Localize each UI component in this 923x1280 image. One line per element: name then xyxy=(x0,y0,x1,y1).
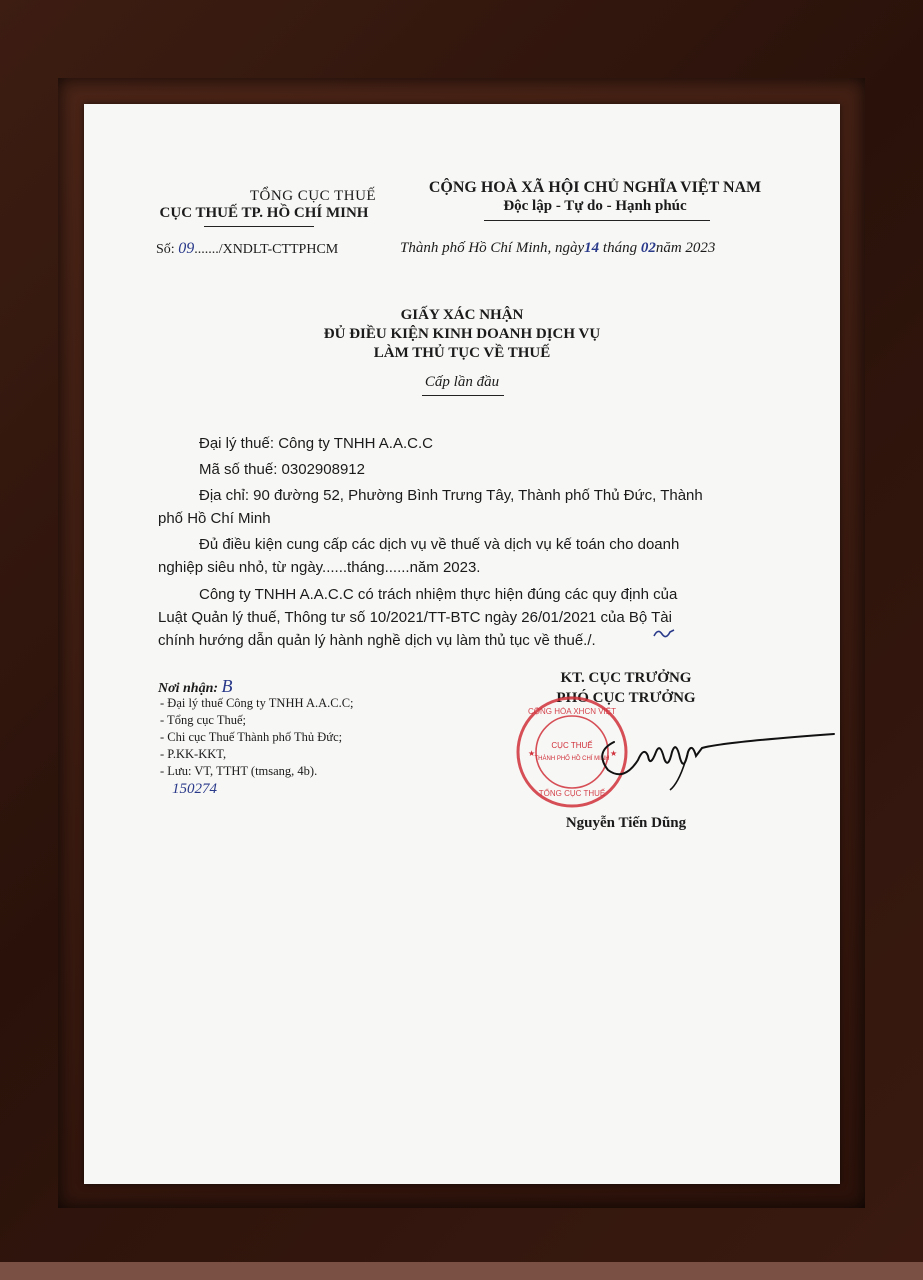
eligibility-line1: Đủ điều kiện cung cấp các dịch vụ về thuế và dịch vụ kế toán cho doanh xyxy=(199,536,680,553)
country-name: CỘNG HOÀ XÃ HỘI CHỦ NGHĨA VIỆT NAM xyxy=(428,179,762,196)
doc-title-line1: GIẤY XÁC NHẬN xyxy=(400,307,524,323)
recipients-handwritten-mark: B xyxy=(221,676,233,696)
doc-title-line3: LÀM THỦ TỤC VỀ THUẾ xyxy=(373,345,551,361)
recipient-item: - Tổng cục Thuế; xyxy=(160,713,246,727)
agency-name: CỤC THUẾ TP. HỒ CHÍ MINH xyxy=(159,205,369,221)
date-part3: năm 2023 xyxy=(655,240,716,256)
signatory-title-line1: KT. CỤC TRƯỞNG xyxy=(560,670,692,686)
agency-parent: TỔNG CỤC THUẾ xyxy=(249,188,377,204)
recipient-item: - P.KK-KKT, xyxy=(160,747,227,761)
handwritten-signature xyxy=(584,712,844,792)
tax-code: Mã số thuế: 0302908912 xyxy=(199,461,365,478)
motto-underline xyxy=(484,220,710,221)
doc-subtitle: Cấp lần đầu xyxy=(424,374,500,390)
date-part2: tháng xyxy=(599,240,641,256)
tax-agent: Đại lý thuế: Công ty TNHH A.A.C.C xyxy=(199,435,433,452)
address-line2: phố Hồ Chí Minh xyxy=(158,510,271,527)
date-month: 02 xyxy=(640,240,656,256)
certificate-document xyxy=(84,104,840,1184)
recipient-item: - Chi cục Thuế Thành phố Thủ Đức; xyxy=(160,730,343,744)
document-number-prefix: Số: xyxy=(156,242,179,257)
svg-text:THÀNH PHỐ HỒ CHÍ MINH: THÀNH PHỐ HỒ CHÍ MINH xyxy=(534,756,610,762)
subtitle-underline xyxy=(422,395,504,396)
agency-underline xyxy=(204,226,314,227)
doc-title-line2: ĐỦ ĐIỀU KIỆN KINH DOANH DỊCH VỤ xyxy=(323,326,601,342)
document-number-handwritten: 09 xyxy=(178,240,195,257)
recipients-label xyxy=(158,676,233,697)
handwritten-initial-mark xyxy=(652,626,676,640)
wall-strip xyxy=(0,1262,923,1280)
national-motto: Độc lập - Tự do - Hạnh phúc xyxy=(503,198,687,214)
recipients-label-text: Nơi nhận: xyxy=(158,681,219,696)
eligibility-line2: nghiệp siêu nhỏ, từ ngày......tháng......năm 2023. xyxy=(158,559,481,576)
address-line1: Địa chỉ: 90 đường 52, Phường Bình Trưng Tây, Thành phố Thủ Đức, Thành xyxy=(199,487,703,504)
responsibility-line2: Luật Quản lý thuế, Thông tư số 10/2021/TT-BTC ngày 26/01/2021 của Bộ Tài xyxy=(158,609,672,626)
recipient-item: - Lưu: VT, TTHT (tmsang, 4b). xyxy=(160,764,318,778)
svg-text:★: ★ xyxy=(610,749,618,758)
handwritten-code: 150274 xyxy=(172,781,217,797)
signatory-title-line2: PHÓ CỤC TRƯỞNG xyxy=(556,690,696,706)
svg-text:CỘNG HÒA XHCN VIỆT: CỘNG HÒA XHCN VIỆT xyxy=(527,707,617,716)
document-number-suffix: ......./XNDLT-CTTPHCM xyxy=(194,242,339,257)
signatory-name: Nguyễn Tiến Dũng xyxy=(565,815,687,831)
svg-text:TỔNG CỤC THUẾ: TỔNG CỤC THUẾ xyxy=(538,789,606,798)
date-day: 14 xyxy=(584,240,600,256)
recipient-item: - Đại lý thuế Công ty TNHH A.A.C.C; xyxy=(160,696,354,710)
date-part1: Thành phố Hồ Chí Minh, ngày xyxy=(400,240,585,256)
svg-text:CỤC THUẾ: CỤC THUẾ xyxy=(551,741,593,750)
responsibility-line3: chính hướng dẫn quản lý hành nghề dịch vụ làm thủ tục về thuế./. xyxy=(158,632,596,649)
svg-text:★: ★ xyxy=(528,749,536,758)
issue-date xyxy=(400,240,715,257)
responsibility-line1: Công ty TNHH A.A.C.C có trách nhiệm thực hiện đúng các quy định của xyxy=(199,586,678,603)
document-number xyxy=(156,240,338,258)
